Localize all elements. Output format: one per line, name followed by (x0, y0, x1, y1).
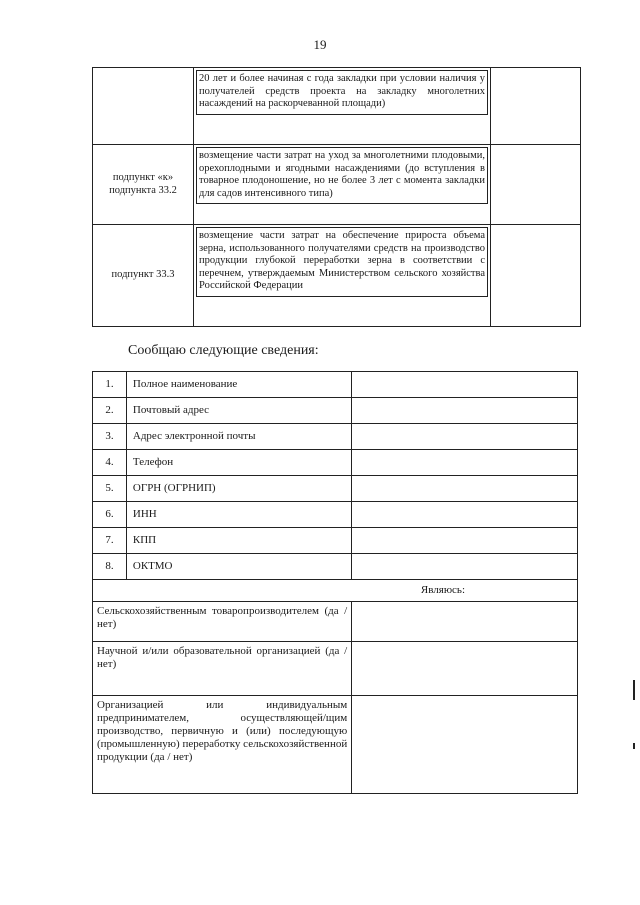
subsidy-value-cell (491, 68, 581, 145)
row-number: 3. (93, 424, 127, 450)
status-label: Организацией или индивидуальным предпринимателем, осуществляющей/щим производство, первичную и (или) последующую (промышленную) переработку сельскохозяйственной продукции (да / нет) (93, 696, 352, 794)
field-label: Полное наименование (126, 372, 351, 398)
field-label: Телефон (126, 450, 351, 476)
subsidy-description: возмещение части затрат на обеспечение прироста объема зерна, использованного получателями средств на производство продукции глубокой переработки зерна в соответствии с перечнем, утверждаемым Министерством сельского хозяйства Российской Федерации (196, 227, 488, 297)
status-value[interactable] (352, 696, 578, 794)
table-row (93, 476, 578, 502)
field-label: Адрес электронной почты (126, 424, 351, 450)
scan-mark (633, 743, 635, 749)
status-label: Сельскохозяйственным товаропроизводителем (да / нет) (93, 602, 352, 642)
field-value[interactable] (352, 450, 578, 476)
field-value[interactable] (352, 476, 578, 502)
table-row (93, 372, 578, 398)
table-row (93, 554, 578, 580)
subsidy-description: возмещение части затрат на уход за многолетними плодовыми, орехоплодными и ягодными насаждениями (до вступления в товарное плодоношение, но не более 3 лет с момента закладки для садов интенсивного типа) (196, 147, 488, 204)
subsidy-value-cell (491, 145, 581, 225)
subsidy-description: 20 лет и более начиная с года закладки при условии наличия у получателей средств проекта на закладку многолетних насаждений на раскорчеванной площади) (196, 70, 488, 115)
table-row (93, 580, 578, 602)
table-row (93, 450, 578, 476)
table-row (93, 424, 578, 450)
subsidy-clause-label: подпункт 33.3 (93, 225, 194, 327)
row-number: 7. (93, 528, 127, 554)
row-number: 5. (93, 476, 127, 502)
field-label: ОГРН (ОГРНИП) (126, 476, 351, 502)
table-row (93, 145, 581, 225)
table-row (93, 642, 578, 696)
table-row (93, 68, 581, 145)
field-label: ИНН (126, 502, 351, 528)
table-row (93, 602, 578, 642)
row-number: 8. (93, 554, 127, 580)
subsidy-clause-label (93, 68, 194, 145)
applicant-info-table (92, 371, 578, 794)
field-value[interactable] (352, 372, 578, 398)
field-value[interactable] (352, 502, 578, 528)
row-number: 1. (93, 372, 127, 398)
subsidy-clause-label: подпункт «к» подпункта 33.2 (93, 145, 194, 225)
subsidy-table (92, 67, 581, 327)
intro-text: Сообщаю следующие сведения: (128, 343, 319, 358)
field-value[interactable] (352, 398, 578, 424)
subsidy-value-cell (491, 225, 581, 327)
table-row (93, 502, 578, 528)
table-row (93, 528, 578, 554)
row-number: 6. (93, 502, 127, 528)
page-number: 19 (313, 37, 327, 52)
status-label: Научной и/или образовательной организацией (да / нет) (93, 642, 352, 696)
status-value[interactable] (352, 642, 578, 696)
table-row (93, 398, 578, 424)
table-row (93, 225, 581, 327)
field-value[interactable] (352, 424, 578, 450)
status-heading: Являюсь: (93, 580, 578, 602)
row-number: 2. (93, 398, 127, 424)
table-row (93, 696, 578, 794)
field-value[interactable] (352, 554, 578, 580)
row-number: 4. (93, 450, 127, 476)
field-value[interactable] (352, 528, 578, 554)
field-label: ОКТМО (126, 554, 351, 580)
field-label: КПП (126, 528, 351, 554)
scan-mark (633, 680, 635, 700)
status-value[interactable] (352, 602, 578, 642)
field-label: Почтовый адрес (126, 398, 351, 424)
